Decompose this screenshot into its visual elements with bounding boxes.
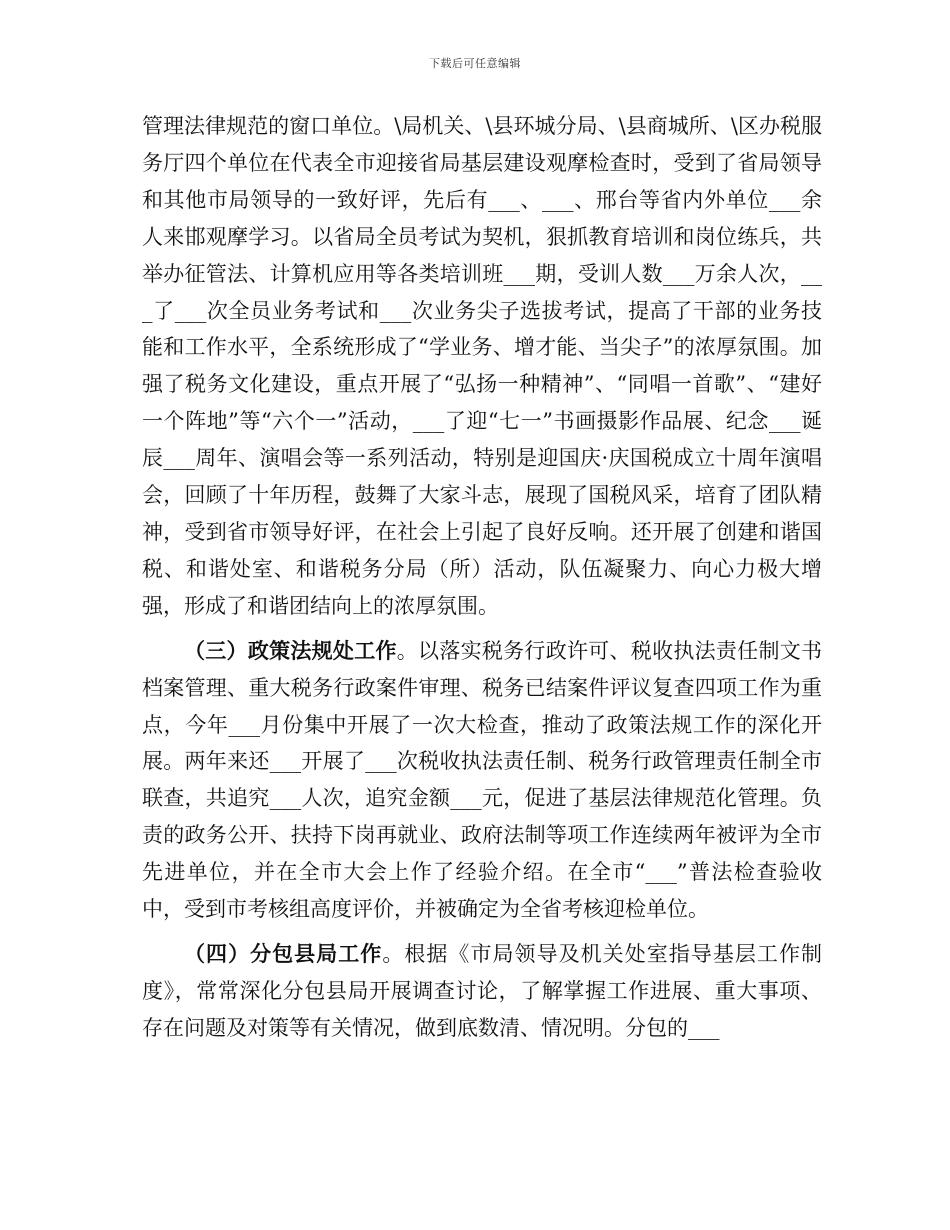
paragraph-3 xyxy=(142,936,822,1047)
section-heading-3: （三）政策法规处工作 xyxy=(184,637,397,663)
paragraph-2-text: 。以落实税务行政许可、税收执法责任制文书档案管理、重大税务行政案件审理、税务已结案件评议复查四项工作为重点，今年___月份集中开展了一次大检查，推动了政策法规工作的深化开展。两年来还___开展了___次税收执法责任制、税务行政管理责任制全市联查，共追究___人次，追究金额___元，促进了基层法律规范化管理。负责的政务公开、扶持下岗再就业、政府法制等项工作连续两年被评为全市先进单位，并在全市大会上作了经验介绍。在全市“___”普法检查验收中，受到市考核组高度评价，并被确定为全省考核迎检单位。 xyxy=(142,638,823,922)
document-body xyxy=(142,108,822,1055)
paragraph-2 xyxy=(142,633,822,928)
paragraph-3-text: 。根据《市局领导及机关处室指导基层工作制度》，常常深化分包县局开展调查讨论，了解掌握工作进展、重大事项、存在问题及对策等有关情况，做到底数清、情况明。分包的___ xyxy=(142,941,823,1040)
paragraph-1 xyxy=(142,108,822,625)
paragraph-1-text: 管理法律规范的窗口单位。\局机关、\县环城分局、\县商城所、\区办税服务厅四个单位在代表全市迎接省局基层建设观摩检查时，受到了省局领导和其他市局领导的一致好评，先后有___、___、邢台等省内外单位___余人来邯观摩学习。以省局全员考试为契机，狠抓教育培训和岗位练兵，共举办征管法、计算机应用等各类培训班___期，受训人数___万余人次，___了___次全员业务考试和___次业务尖子选拔考试，提高了干部的业务技能和工作水平，全系统形成了“学业务、增才能、当尖子”的浓厚氛围。加强了税务文化建设，重点开展了“弘扬一种精神”、“同唱一首歌”、“建好一个阵地”等“六个一”活动，___了迎“七一”书画摄影作品展、纪念___诞辰___周年、演唱会等一系列活动，特别是迎国庆·庆国税成立十周年演唱会，回顾了十年历程，鼓舞了大家斗志，展现了国税风采，培育了团队精神，受到省市领导好评，在社会上引起了良好反响。还开展了创建和谐国税、和谐处室、和谐税务分局（所）活动，队伍凝聚力、向心力极大增强，形成了和谐团结向上的浓厚氛围。 xyxy=(142,114,822,618)
page-header: 下载后可任意编辑 xyxy=(429,57,521,70)
section-heading-4: （四）分包县局工作 xyxy=(184,940,383,966)
